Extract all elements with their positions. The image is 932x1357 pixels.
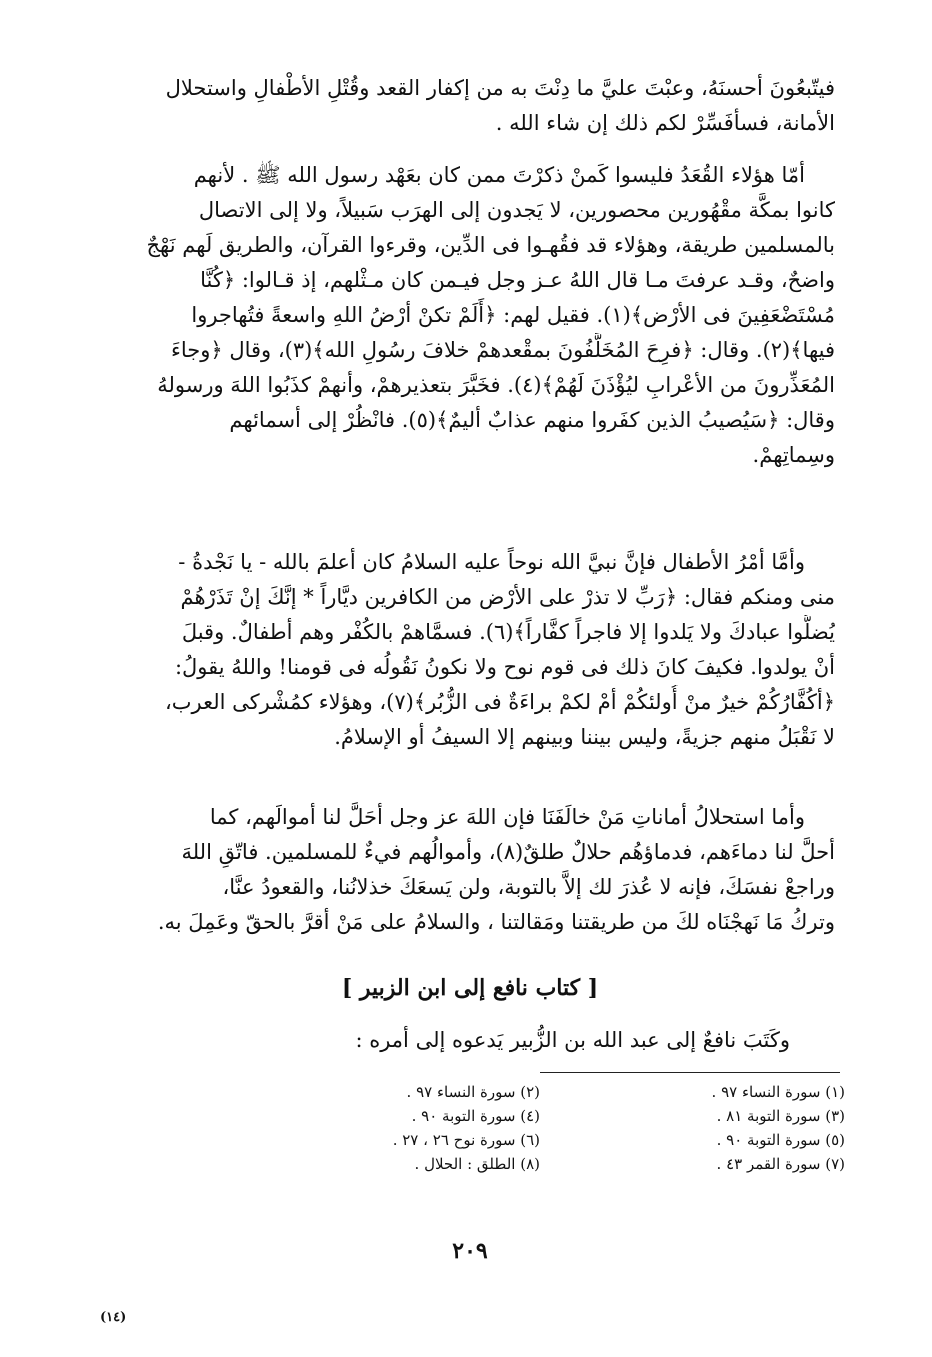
text-line: كانوا بمكَّة مقْهُورين محصورين، لا يَجدون إلى الهرَب سَبيلاً، ولا إلى الاتصال xyxy=(198,198,835,222)
text-line: منى ومنكم فقال: ﴿رَبِّ لا تذرْ على الأرْض من الكافرين ديَّاراً * إنَّكَ إنْ تَذَرْهُمْ xyxy=(180,585,835,609)
paragraph-4 xyxy=(105,800,835,940)
footnote: (٣) سورة التوبة ٨١ . xyxy=(716,1107,845,1125)
footnote: (٨) الطلق : الحلال . xyxy=(414,1155,540,1173)
text-line: الأمانة، فسأفَسِّرْ لكم ذلك إن شاء الله . xyxy=(495,111,835,135)
intro-line: وكَتَبَ نافعٌ إلى عبد الله بن الزُّبير يَدعوه إلى أمره : xyxy=(355,1028,790,1052)
footnote-divider xyxy=(540,1072,840,1073)
paragraph-2 xyxy=(105,158,835,473)
footnotes-right-column xyxy=(600,1080,845,1176)
section-heading: [ كتاب نافع إلى ابن الزبير ] xyxy=(341,975,599,1001)
footnote: (٧) سورة القمر ٤٣ . xyxy=(716,1155,845,1173)
footnotes-left-column xyxy=(320,1080,540,1176)
text-line: يُضلُّوا عبادكَ ولا يَلدوا إلا فاجراً كفَّاراً﴾(٦). فسمَّاهمْ بالكُفْر وهم أطفالٌ. وقبلَ xyxy=(181,620,835,644)
text-line: مُسْتَضْعَفِينَ فى الأرْض﴾(١). فقيل لهم: ﴿أَلَمْ تكنْ أرْضُ اللهِ واسعةً فتُهاجروا xyxy=(191,303,835,327)
footnote: (١) سورة النساء ٩٧ . xyxy=(711,1083,845,1101)
text-line: فيتّبعُونَ أحسنَهُ، وعبْتَ عليَّ ما دِنْتَ به من إكفار القعد وقُتْلِ الأطْفالِ واستحلال xyxy=(165,76,835,100)
signature-mark: (١٤) xyxy=(100,1310,127,1325)
page-number: ٢٠٩ xyxy=(452,1238,488,1264)
text-line: واضحٌ، وقـد عرفتَ مـا قال اللهُ عـز وجل فيـمن كان مـثْلهم، إذ قـالوا: ﴿كُنَّا xyxy=(200,268,835,292)
paragraph-3 xyxy=(105,545,835,755)
text-line: فيها﴾(٢). وقال: ﴿فرِحَ المُخَلَّفُونَ بمقْعدهمْ خلافَ رسُولِ الله﴾(٣)، وقال ﴿وجاءَ xyxy=(170,338,835,362)
footnote: (٥) سورة التوبة ٩٠ . xyxy=(716,1131,845,1149)
text-line: وسِماتِهمْ. xyxy=(752,443,835,467)
text-line: أمّا هؤلاء القُعَدُ فليسوا كَمنْ ذكرْتَ ممن كان بعَهْد رسول الله ﷺ . لأنهم xyxy=(193,163,805,187)
text-line: المُعَذِّرونَ من الأعْرابِ ليُؤْذَنَ لَهُمْ﴾(٤). فخَبَّرَ بتعذيرهمْ، وأنهمْ كذَبُوا اللهَ ورسولهُ xyxy=(157,373,835,397)
text-line: وأما استحلالُ أماناتِ مَنْ خالَفَنَا فإن اللهَ عز وجل أحَلَّ لنا أموالَهم، كما xyxy=(209,805,805,829)
footnote: (٢) سورة النساء ٩٧ . xyxy=(406,1083,540,1101)
text-line: وراجعْ نفسَكَ، فإنه لا عُذرَ لك إلاَّ بالتوبة، ولن يَسعَكَ خذلانُنا، والقعودُ عنَّا، xyxy=(222,875,835,899)
text-line: لا نَقْبَلُ منهم جزيةً، وليس بيننا وبينهم إلا السيفُ أو الإسلامُ. xyxy=(334,725,835,749)
footnote: (٦) سورة نوح ٢٦ ، ٢٧ . xyxy=(392,1131,540,1149)
footnote: (٤) سورة التوبة ٩٠ . xyxy=(411,1107,540,1125)
text-line: وقال: ﴿سَيُصيبُ الذين كفَروا منهم عذابٌ أليمٌ﴾(٥). فانْظُرْ إلى أسمائهم xyxy=(229,408,835,432)
text-line: وأمَّا أمْرُ الأطفال فإنَّ نبيَّ الله نوحاً عليه السلامُ كان أعلمَ بالله - يا نَجْدةُ - xyxy=(178,550,805,574)
text-line: ﴿أكُفَّارُكُمْ خيرٌ منْ أُولئكُمْ أمْ لكمْ براءَةٌ فى الزُّبُر﴾(٧)، وهؤلاء كمُشْركى العرب، xyxy=(165,690,835,714)
text-line: أحلَّ لنا دماءَهم، فدماؤهُم حلالٌ طلقٌ(٨)، وأموالُهم فيءٌ للمسلمين. فاتّقِ اللهَ xyxy=(181,840,835,864)
paragraph-1 xyxy=(105,71,835,141)
text-line: وتركُ مَا نَهجْنَاه لكَ من طريقتنا ومَقالتنا ، والسلامُ على مَنْ أقرَّ بالحقّ وعَمِلَ به. xyxy=(157,910,835,934)
text-line: بالمسلمين طريقة، وهؤلاء قد فقُهـوا فى الدِّين، وقرءوا القرآن، والطريق لَهم نَهْجٌ xyxy=(146,233,835,257)
text-line: أنْ يولدوا. فكيفَ كانَ ذلك فى قوم نوح ولا نكونُ نَقُولُه فى قومنا! واللهُ يقولُ: xyxy=(174,655,835,679)
